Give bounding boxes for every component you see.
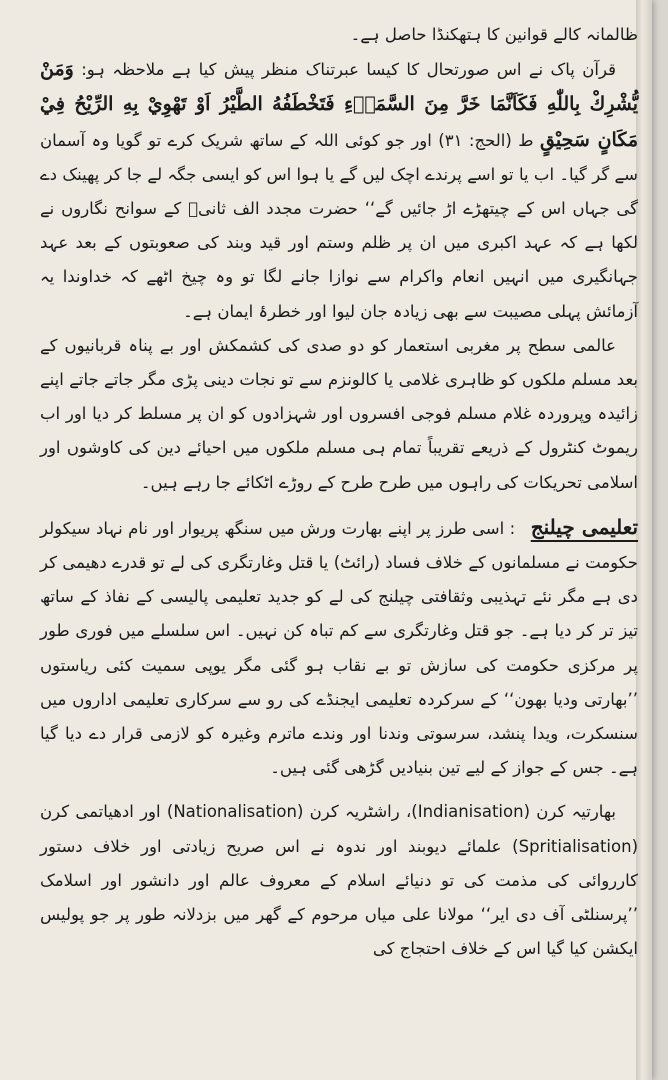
- paragraph-5-text: بھارتیہ کرن (Indianisation)، راشٹریہ کرن (Nationalisation) اور ادھیاتمی کرن (Spritialisation) علمائے دیوبند اور ندوہ نے اس صریح زیادتی اور خلاف دستور کارروائی کی مذمت کی تو دنیائے اسلام کے معروف عالم اور دانشور اور اسلامک ’’پرسنلٹی آف دی ایر‘‘ مولانا علی میاں مرحوم کے گھر میں بزدلانہ طور پر جو پولیس ایکشن کیا گیا اس کے خلاف احتجاج کی: [40, 802, 638, 959]
- quran-verse: وَمَنْ يُّشْرِكْ بِاللّٰهِ فَكَاَنَّمَا خَرَّ مِنَ السَّمَاۗءِ فَتَخْطَفُهُ الطَّيْرُ اَوْ تَهْوِيْ بِهِ الرِّيْحُ فِيْ مَكَانٍ سَحِيْقٍ: [40, 58, 638, 151]
- paragraph-5: [40, 795, 638, 966]
- spacer: [40, 785, 638, 795]
- paragraph-1: [40, 18, 638, 52]
- paragraph-3: [40, 329, 638, 500]
- quran-reference-text: ط (الحج: ۳۱) اور جو کوئی اللہ کے ساتھ شریک کرے تو گویا وہ آسمان سے گر گیا۔ اب یا تو اسے پرندے اچک لیں گے یا ہوا اس کو ایسی جگہ لے جا کر پھینک دے گی جہاں اس کے چیتھڑے اڑ جائیں گے‘‘ حضرت مجدد الف ثانیؒ کے سوانح نگاروں نے لکھا ہے کہ عہد اکبری میں ان پر ظلم وستم اور قید وبند کی صعوبتوں کے بعد عہد جہانگیری میں انہیں انعام واکرام سے نوازا جانے لگا تو وہ چیخ اٹھے کہ خداوندا یہ آزمائش پہلی مصیبت سے بھی زیادہ جان لیوا اور خطرۂ ایمان ہے۔: [40, 130, 638, 321]
- section-heading: تعلیمی چیلنج: [530, 514, 639, 539]
- page-text: [40, 18, 638, 966]
- page-edge: [636, 0, 652, 1080]
- quran-intro-text: قرآن پاک نے اس صورتحال کا کیسا عبرتناک منظر پیش کیا ہے ملاحظہ ہو:: [73, 60, 616, 80]
- paragraph-1-text: ظالمانہ کالے قوانین کا ہتھکنڈا حاصل ہے۔: [350, 25, 638, 44]
- paragraph-3-text: عالمی سطح پر مغربی استعمار کو دو صدی کی کشمکش اور بے پناہ قربانیوں کے بعد مسلم ملکوں کو ظاہری غلامی یا کالونزم سے تو نجات دینی پڑی مگر جاتے جاتے اپنے زائیدہ وپروردہ غلام مسلم فوجی افسروں اور شہزادوں کو ان پر مسلط کر دیا اور اب ریموٹ کنٹرول کے ذریعے تقریباً تمام ہی مسلم ملکوں میں احیائے دین کی کاوشوں اور اسلامی تحریکات کی راہوں میں طرح طرح کے روڑے اٹکائے جا رہے ہیں۔: [40, 335, 638, 492]
- paragraph-4-text: : اسی طرز پر اپنے بھارت ورش میں سنگھ پریوار اور نام نہاد سیکولر حکومت نے مسلمانوں کے خلاف فساد (رائٹ) یا قتل وغارتگری کی لے تو قدرے دھیمی کر دی ہے مگر نئے تہذیبی وثقافتی چیلنج کی لے کو جدید تعلیمی پالیسی کے نفاذ کے ساتھ تیز تر کر دیا ہے۔ جو قتل وغارتگری سے کم تباہ کن نہیں۔ اس سلسلے میں فوری طور پر مرکزی حکومت کی سازش تو بے نقاب ہو گئی مگر یوپی سمیت کئی ریاستوں ’’بھارتی ودیا بھون‘‘ کے سرکردہ تعلیمی ایجنڈے کی رو سے سرکاری تعلیمی اداروں میں سنسکرت، ویدا پنشد، سرسوتی وندنا اور وندے ماترم وغیرہ کو لازمی قرار دے دیا گیا ہے۔ جس کے جواز کے لیے تین بنیادیں گڑھی گئی ہیں۔: [40, 518, 638, 778]
- paragraph-4: [40, 510, 638, 786]
- paragraph-2: [40, 52, 638, 329]
